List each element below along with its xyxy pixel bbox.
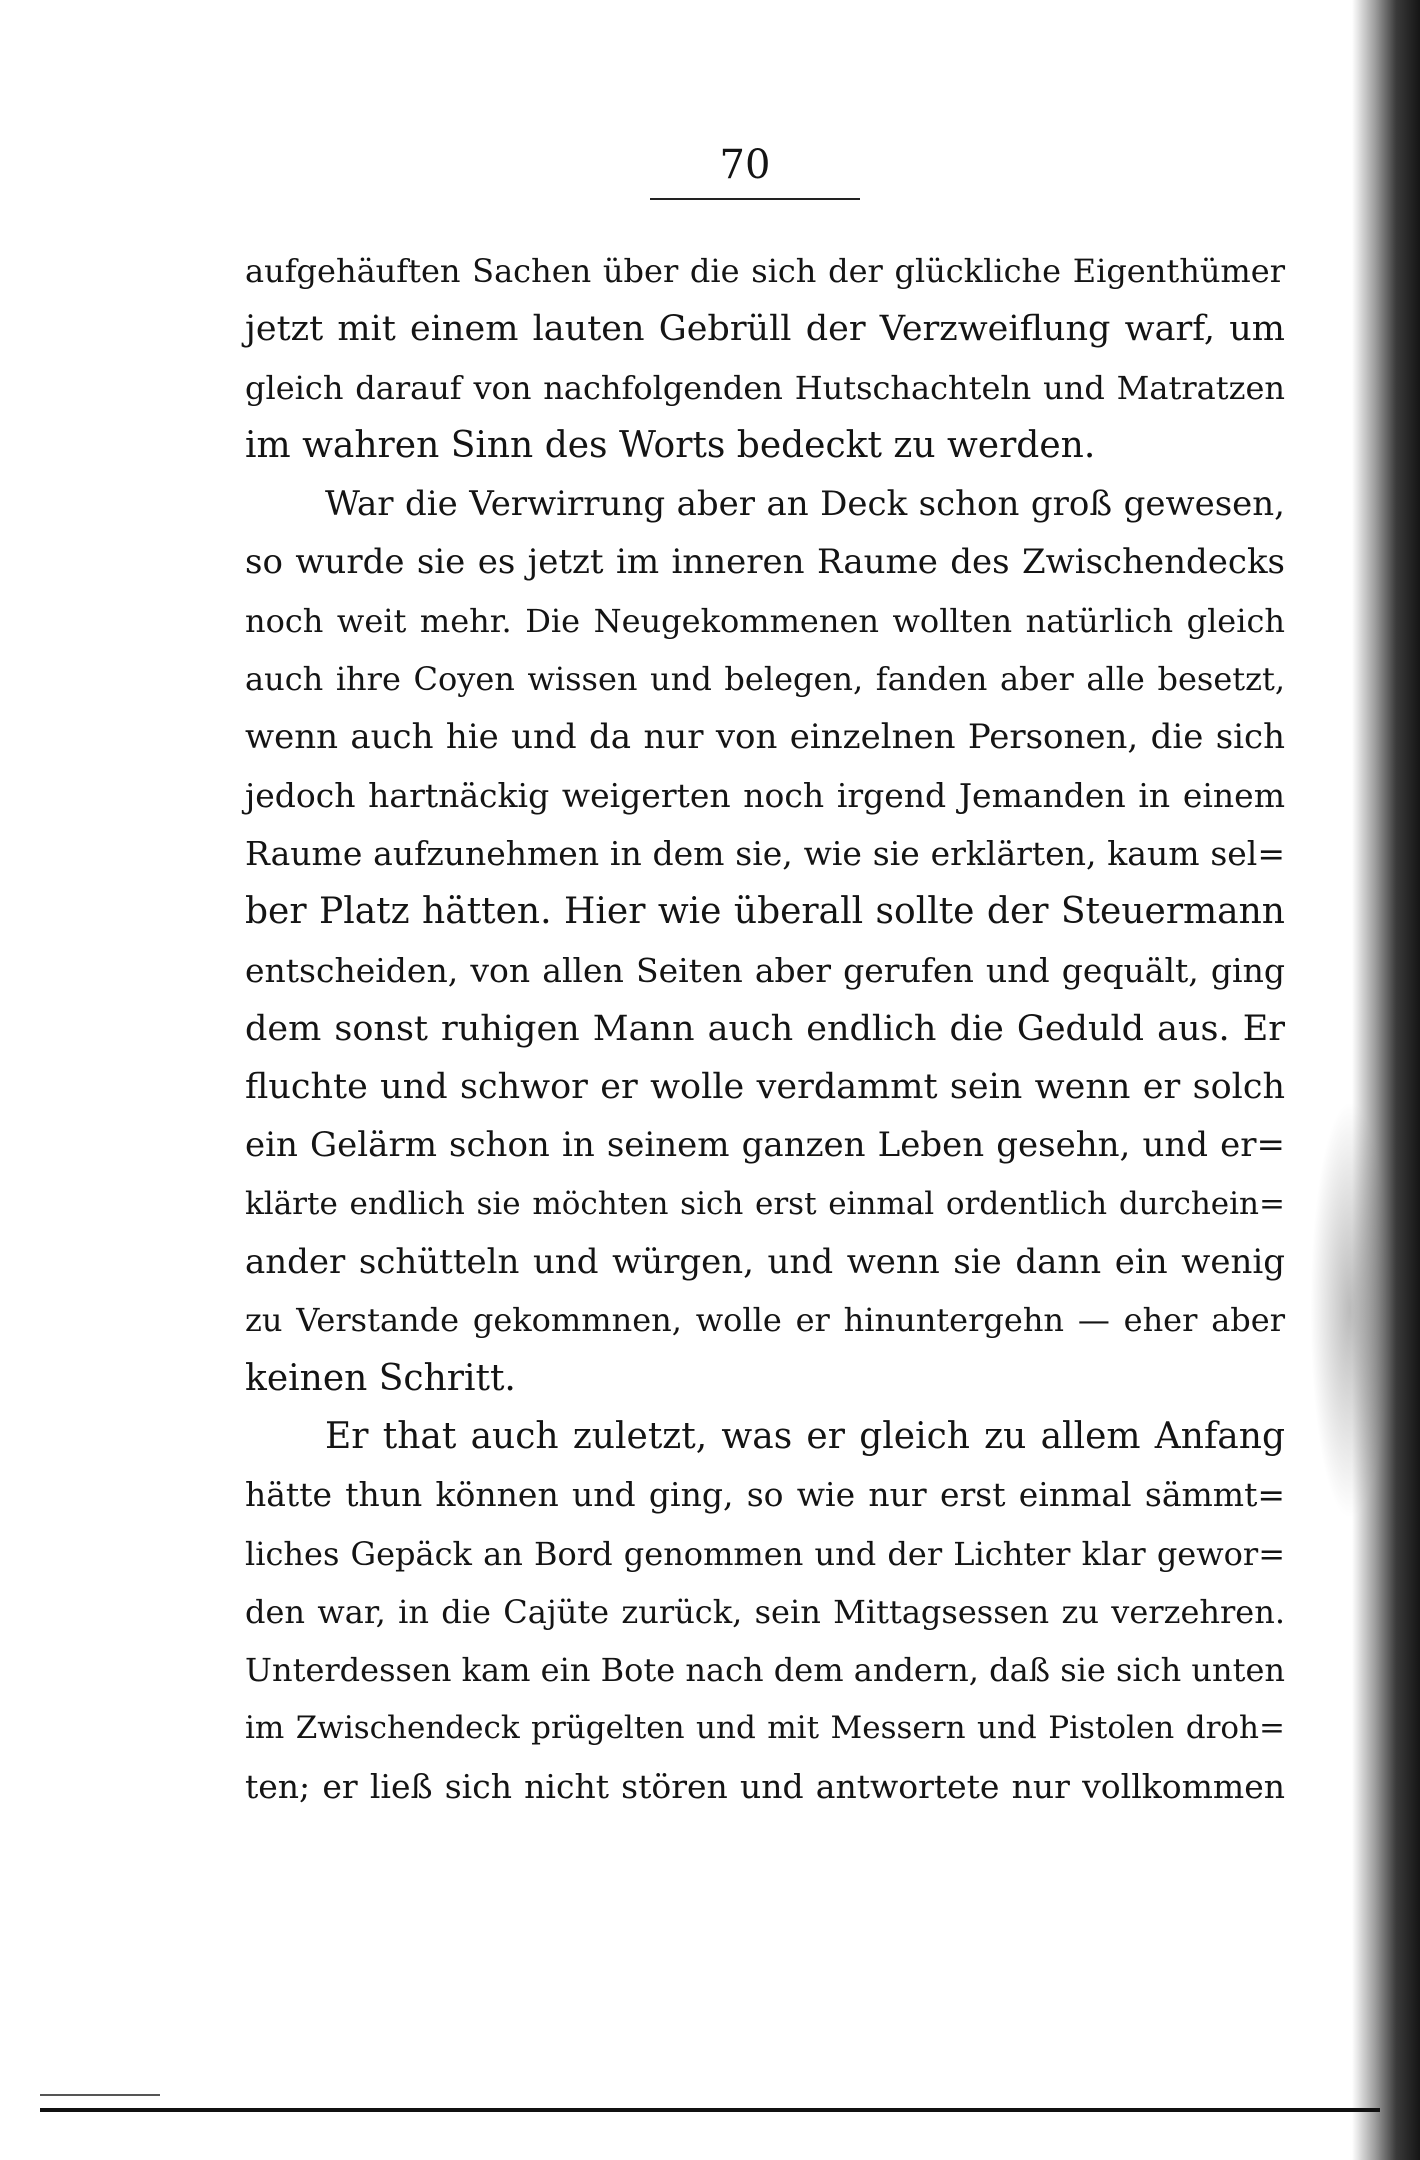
scan-bottom-mark: [40, 2094, 160, 2096]
text-line: gleich darauf von nachfolgenden Hutschachteln und Matratzen: [245, 368, 1285, 407]
text-line: dem sonst ruhigen Mann auch endlich die Geduld aus. Er: [245, 1008, 1285, 1049]
text-line: im Zwischendeck prügelten und mit Messern und Pistolen droh=: [245, 1710, 1285, 1747]
text-line: liches Gepäck an Bord genommen und der Lichter klar gewor=: [245, 1534, 1285, 1573]
text-line: keinen Schritt.: [245, 1357, 516, 1399]
text-line: jedoch hartnäckig weigerten noch irgend Jemanden in einem: [245, 775, 1285, 815]
page-number: 70: [719, 142, 771, 188]
header-rule: [650, 198, 860, 200]
scan-bottom-edge: [40, 2108, 1380, 2112]
text-line: zu Verstande gekommnen, wolle er hinuntergehn — eher aber: [245, 1301, 1285, 1340]
text-line: auch ihre Coyen wissen und belegen, fanden aber alle besetzt,: [245, 660, 1285, 699]
text-line: im wahren Sinn des Worts bedeckt zu werden.: [245, 424, 1096, 466]
text-line: Er that auch zuletzt, was er gleich zu allem Anfang: [325, 1415, 1285, 1457]
body-text: [245, 242, 1285, 1816]
text-line: so wurde sie es jetzt im inneren Raume des Zwischendecks: [245, 542, 1285, 583]
text-line: ander schütteln und würgen, und wenn sie dann ein wenig: [245, 1242, 1285, 1283]
text-line: noch weit mehr. Die Neugekommenen wollten natürlich gleich: [245, 601, 1285, 640]
text-line: aufgehäuften Sachen über die sich der glückliche Eigenthümer: [245, 252, 1285, 290]
text-line: fluchte und schwor er wolle verdammt sein wenn er solch: [245, 1067, 1285, 1108]
text-line: hätte thun können und ging, so wie nur erst einmal sämmt=: [245, 1475, 1285, 1515]
text-line: ten; er ließ sich nicht stören und antwortete nur vollkommen: [245, 1766, 1285, 1806]
text-line: Unterdessen kam ein Bote nach dem andern, daß sie sich unten: [245, 1651, 1285, 1690]
text-line: klärte endlich sie möchten sich erst einmal ordentlich durchein=: [245, 1185, 1285, 1222]
text-line: jetzt mit einem lauten Gebrüll der Verzweiflung warf, um: [245, 309, 1285, 350]
text-line: entscheiden, von allen Seiten aber gerufen und gequält, ging: [245, 950, 1285, 990]
text-line: War die Verwirrung aber an Deck schon groß gewesen,: [325, 484, 1285, 525]
text-line: ber Platz hätten. Hier wie überall sollte der Steuermann: [245, 891, 1285, 933]
text-line: ein Gelärm schon in seinem ganzen Leben gesehn, und er=: [245, 1125, 1285, 1166]
text-line: den war, in die Cajüte zurück, sein Mittagsessen zu verzehren.: [245, 1592, 1285, 1631]
scan-edge-shadow: [1352, 0, 1420, 2160]
scan-speckle: [1310, 1100, 1390, 1520]
text-line: Raume aufzunehmen in dem sie, wie sie erklärten, kaum sel=: [245, 833, 1285, 873]
text-line: wenn auch hie und da nur von einzelnen Personen, die sich: [245, 717, 1285, 758]
